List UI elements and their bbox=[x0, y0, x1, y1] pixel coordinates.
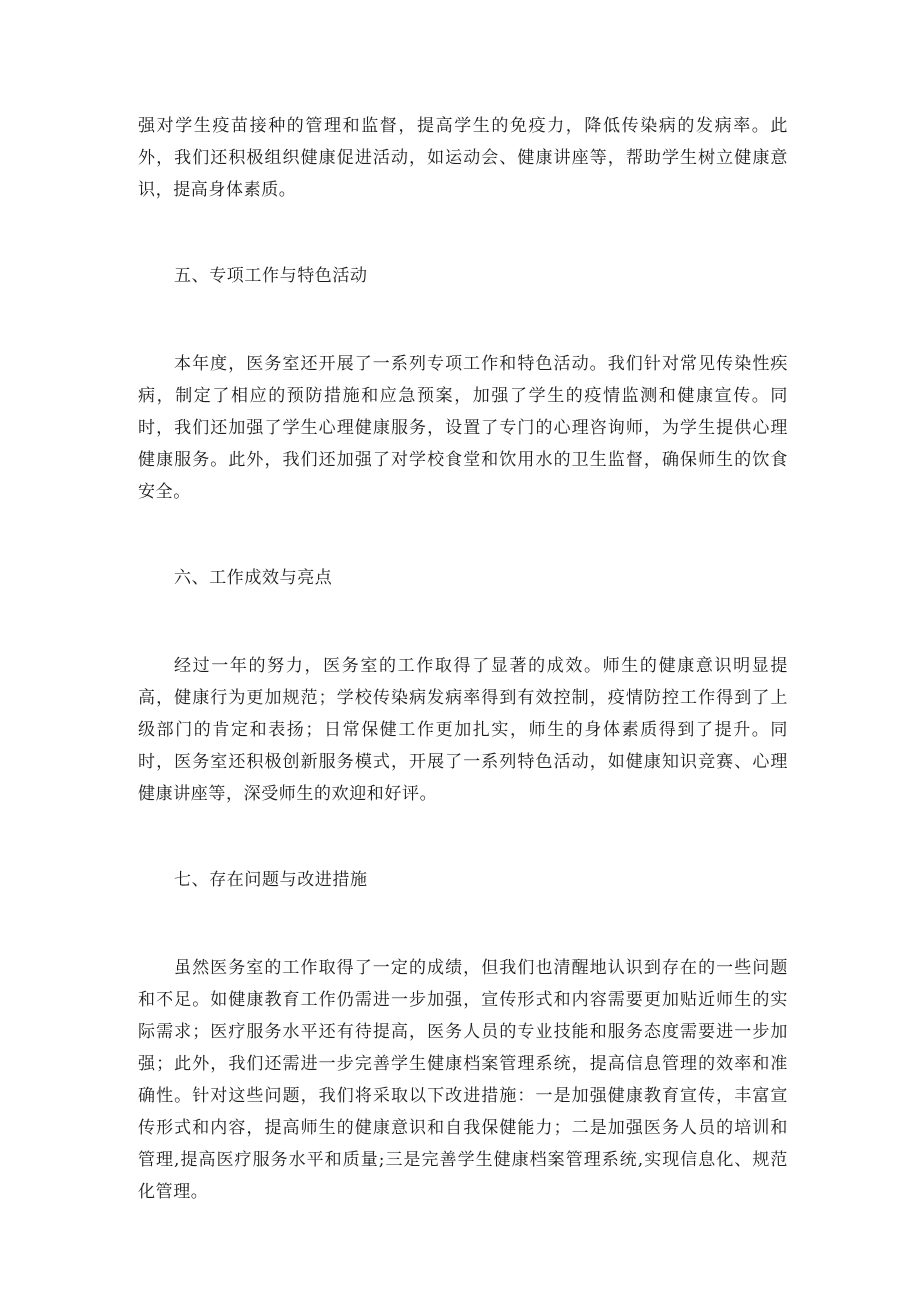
document-page bbox=[138, 110, 788, 1208]
section-heading-6: 六、工作成效与亮点 bbox=[174, 568, 333, 588]
section-heading-5: 五、专项工作与特色活动 bbox=[174, 266, 368, 286]
paragraph-special-work: 本年度，医务室还开展了一系列专项工作和特色活动。我们针对常见传染性疾病，制定了相应的预防措施和应急预案，加强了学生的疫情监测和健康宣传。同时，我们还加强了学生心理健康服务，设置了专门的心理咨询师，为学生提供心理健康服务。此外，我们还加强了对学校食堂和饮用水的卫生监督，确保师生的饮食安全。 bbox=[138, 354, 788, 502]
paragraph-achievements: 经过一年的努力，医务室的工作取得了显著的成效。师生的健康意识明显提高，健康行为更加规范；学校传染病发病率得到有效控制，疫情防控工作得到了上级部门的肯定和表扬；日常保健工作更加扎实，师生的身体素质得到了提升。同时，医务室还积极创新服务模式，开展了一系列特色活动，如健康知识竞赛、心理健康讲座等，深受师生的欢迎和好评。 bbox=[138, 656, 788, 804]
paragraph-continuation: 强对学生疫苗接种的管理和监督，提高学生的免疫力，降低传染病的发病率。此外，我们还积极组织健康促进活动，如运动会、健康讲座等，帮助学生树立健康意识，提高身体素质。 bbox=[138, 116, 788, 200]
paragraph-problems-improvements: 虽然医务室的工作取得了一定的成绩，但我们也清醒地认识到存在的一些问题和不足。如健康教育工作仍需进一步加强，宣传形式和内容需要更加贴近师生的实际需求；医疗服务水平还有待提高，医务人员的专业技能和服务态度需要进一步加强；此外，我们还需进一步完善学生健康档案管理系统，提高信息管理的效率和准确性。针对这些问题，我们将采取以下改进措施：一是加强健康教育宣传，丰富宣传形式和内容，提高师生的健康意识和自我保健能力；二是加强医务人员的培训和管理,提高医疗服务水平和质量;三是完善学生健康档案管理系统,实现信息化、规范化管理。 bbox=[138, 958, 788, 1202]
section-heading-7: 七、存在问题与改进措施 bbox=[174, 870, 368, 890]
